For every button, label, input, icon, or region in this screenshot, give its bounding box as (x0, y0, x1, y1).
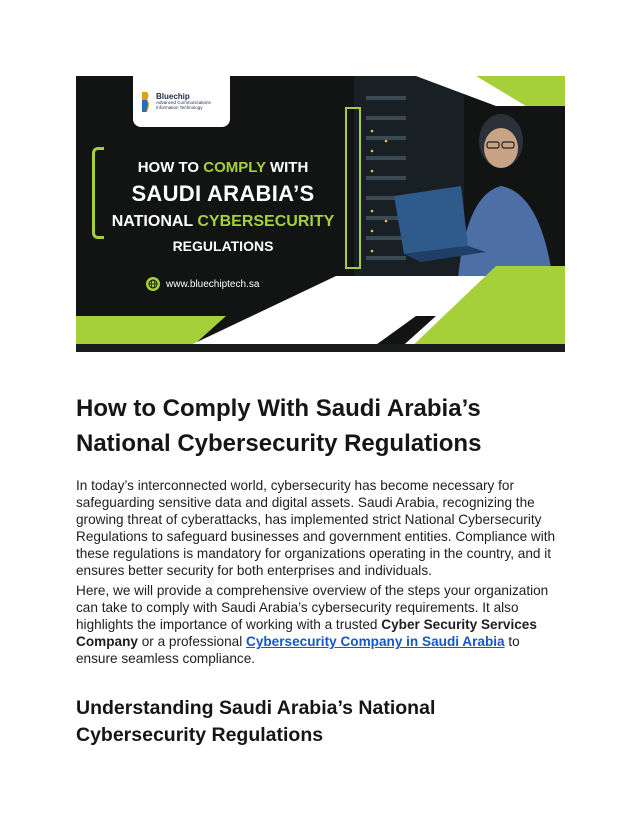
globe-icon (146, 277, 160, 291)
headline-line-3: NATIONAL CYBERSECURITY (111, 213, 335, 230)
article-title: How to Comply With Saudi Arabia’s National Cybersecurity Regulations (76, 395, 482, 457)
headline-line-2: SAUDI ARABIA’S (131, 181, 315, 206)
intro-paragraph: In today’s interconnected world, cybersecurity has become necessary for safeguarding sensitive data and digital assets. Saudi Arabia, recognizing the growing threat of cyberattacks, has implemented strict National Cybersecurity Regulations to safeguard businesses and government entities. Compliance with these regulations is mandatory for organizations operating in the country, and it ensures better security for both enterprises and individuals. (76, 478, 556, 579)
headline-line-1: HOW TO COMPLY WITH (137, 159, 309, 176)
website-url: www.bluechiptech.sa (166, 278, 260, 290)
bold-service-name: Cyber Security Services Company (76, 617, 537, 650)
bluechip-logo-icon (141, 91, 151, 113)
cybersecurity-company-link[interactable]: Cybersecurity Company in Saudi Arabia (246, 634, 505, 650)
logo-tagline-1: Advanced Communications (156, 99, 211, 105)
logo-name: Bluechip (156, 91, 190, 101)
logo (133, 76, 230, 127)
logo-tagline-2: Information Technology (156, 104, 203, 110)
overview-paragraph: Here, we will provide a comprehensive overview of the steps your organization can take to comply with Saudi Arabia’s cybersecurity requirements. It also highlights the importance of working with a trusted Cyber Security Services Company or a professional Cybersecurity Company in Saudi Arabia to ensure seamless compliance. (76, 583, 549, 667)
headline-line-4: REGULATIONS (172, 238, 274, 254)
banner-headline (98, 160, 348, 253)
section-heading: Understanding Saudi Arabia’s National Cybersecurity Regulations (76, 697, 436, 746)
website-label (146, 277, 259, 291)
hero-banner (76, 76, 565, 352)
